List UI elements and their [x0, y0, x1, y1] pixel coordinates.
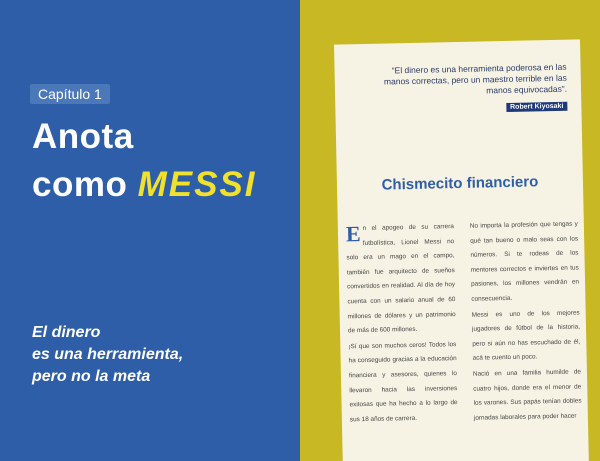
paragraph	[346, 220, 456, 339]
text-column-right	[470, 218, 582, 427]
quote-author: Robert Kiyosaki	[506, 102, 567, 112]
section-title: Chismecito financiero	[381, 173, 539, 194]
paragraph: ¡Sí que son muchos ceros! Todos los ha conseguido gracias a la educación financiera y asesores, quienes lo llevaron hacia las inversiones exitosas que ha hecho a lo largo de sus 18 años de carrera.	[348, 340, 458, 424]
subtitle-line: pero no la meta	[32, 368, 151, 385]
title-accent-messi: MESSI	[137, 165, 257, 204]
paragraph: Messi es uno de los mejores jugadores de fútbol de la historia, pero si aún no has escuchado de él, acá te cuento un poco.	[471, 309, 581, 363]
text-column-left	[346, 220, 458, 428]
right-page	[300, 0, 600, 461]
paragraph: No importa la profesión que tengas y qué tan bueno o malo seas con los números. Si te rodeas de los mentores correctos e inviertes en tus pasiones, los millones vendrán en consecuencia.	[469, 220, 580, 303]
quote-block	[366, 62, 567, 117]
paragraph-text: n el apogeo de su carrera futbolística, Lionel Messi no solo era un mago en el campo, también fue arquitecto de sueños convertidos en realidad. Al día de hoy cuenta con un salario anual de 60 millones de dólares y un patrimonio de más de 600 millones.	[346, 223, 456, 335]
quote-text: “El dinero es una herramienta poderosa en las manos correctas, pero un maestro terrible en las manos equivocadas”.	[383, 61, 568, 96]
title-line-2	[32, 165, 257, 205]
subtitle-line: El dinero	[32, 324, 101, 341]
paragraph: Nació en una familia humilde de cuatro hijos, donde era el menor de los varones. Sus papás tenían dobles jornadas laborales para poder hacer	[472, 368, 582, 422]
paper-sheet	[334, 39, 589, 461]
subtitle-line: es una herramienta,	[32, 346, 184, 363]
chapter-subtitle	[32, 322, 262, 388]
title-line-1: Anota	[32, 117, 134, 156]
drop-cap: E	[345, 221, 361, 247]
title-prefix: como	[32, 165, 138, 204]
chapter-label: Capítulo 1	[30, 84, 110, 104]
